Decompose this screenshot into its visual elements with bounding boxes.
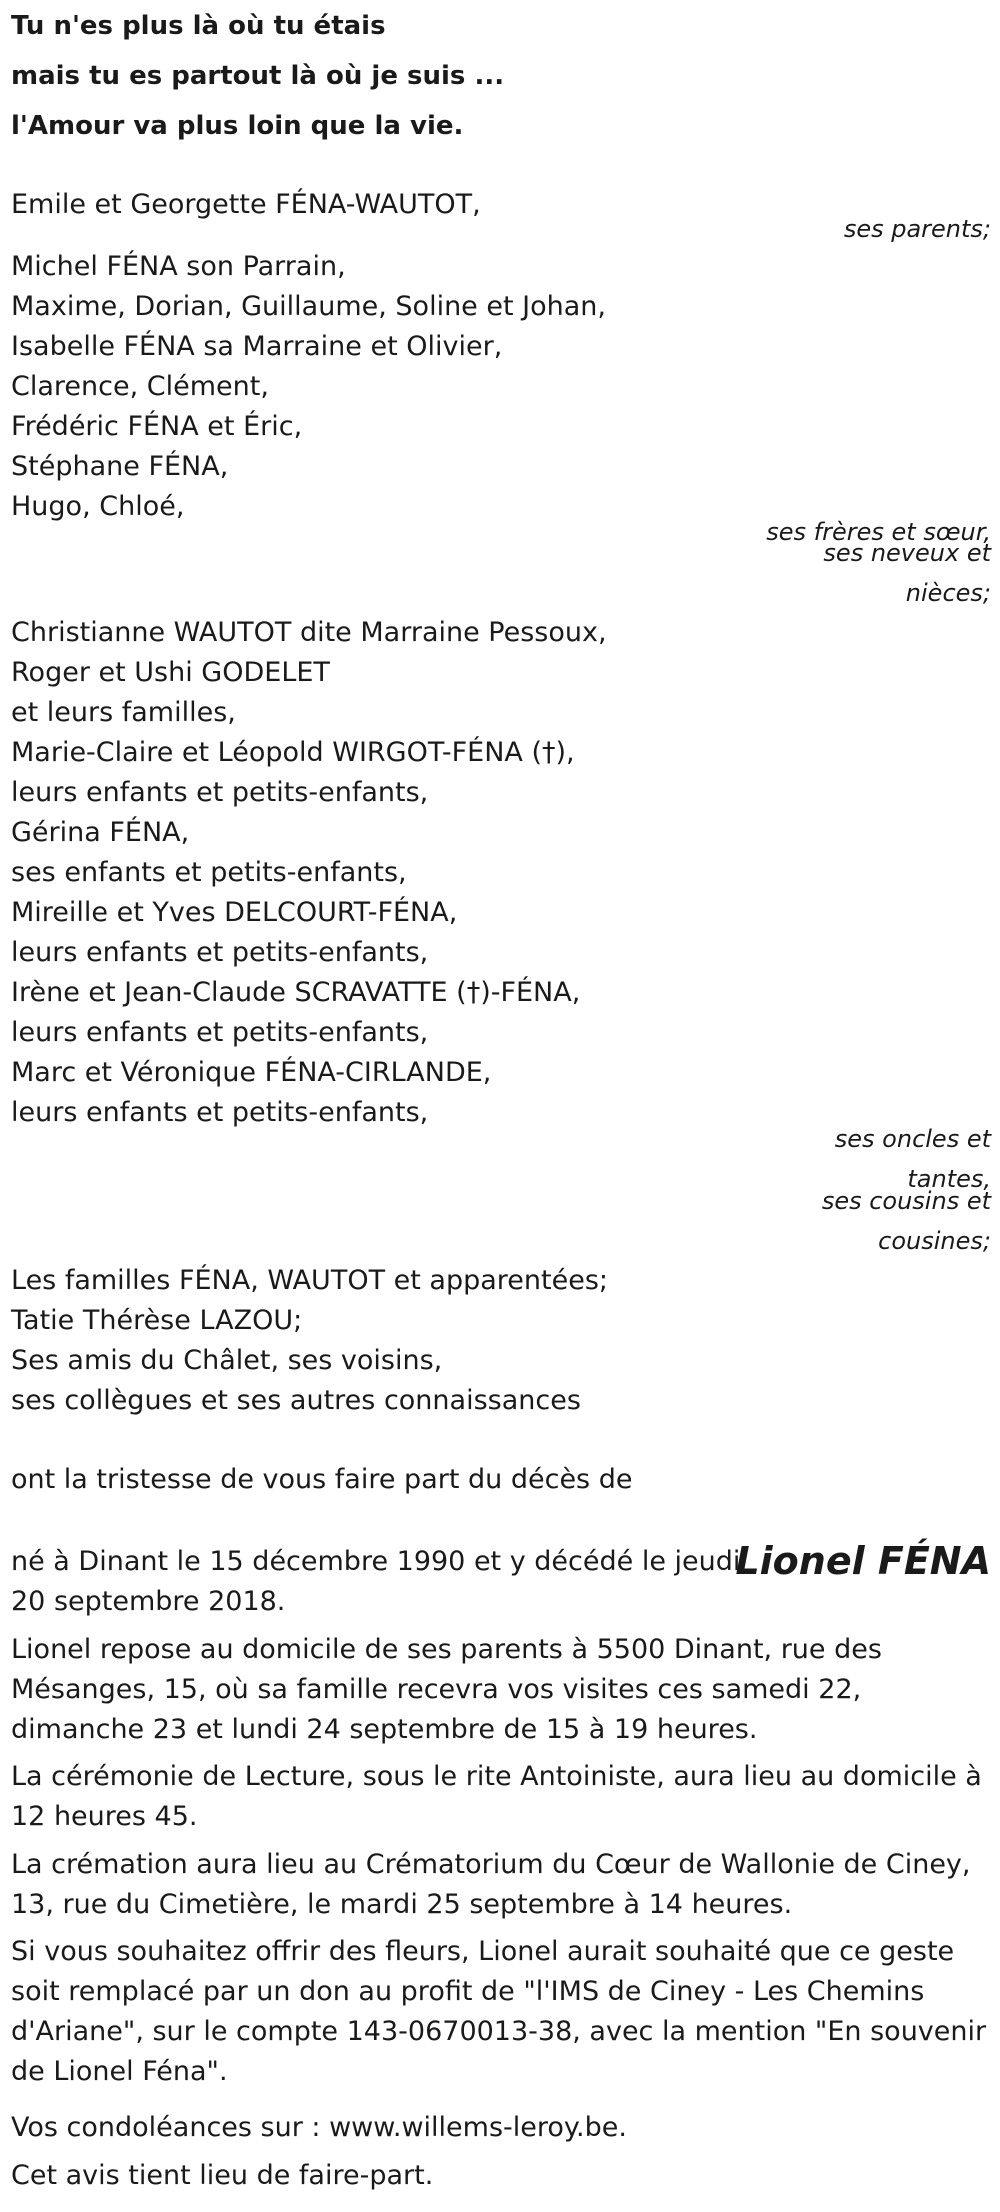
- paragraph: Si vous souhaitez offrir des fleurs, Lionel aurait souhaité que ce geste soit remplacé par un don au profit de "l'IMS de Ciney - Les Chemins d'Ariane", sur le compte 143-0670013-38, avec la mention "En souvenir de Lionel Féna".: [11, 1936, 987, 2087]
- family-line: et leurs familles,: [11, 697, 236, 728]
- paragraph: Lionel repose au domicile de ses parents à 5500 Dinant, rue des Mésanges, 15, où sa famille recevra vos visites ces samedi 22, dimanche 23 et lundi 24 septembre de 15 à 19 heures.: [11, 1634, 882, 1745]
- paragraph: Vos condoléances sur : www.willems-leroy.be.: [11, 2112, 627, 2143]
- family-line: Roger et Ushi GODELET: [11, 657, 330, 688]
- family-role: ses frères et sœur,: [766, 518, 991, 546]
- family-role: ses parents;: [843, 215, 991, 243]
- family-line: Stéphane FÉNA,: [11, 451, 229, 482]
- family-line: Michel FÉNA son Parrain,: [11, 251, 346, 282]
- family-line: Frédéric FÉNA et Éric,: [11, 411, 303, 442]
- family-line: Hugo, Chloé,: [11, 491, 185, 522]
- announcement: ont la tristesse de vous faire part du décès de: [11, 1464, 633, 1495]
- epigraph-line: l'Amour va plus loin que la vie.: [11, 111, 464, 141]
- family-role: ses cousins et: [821, 1187, 991, 1215]
- paragraph: La cérémonie de Lecture, sous le rite Antoiniste, aura lieu au domicile à 12 heures 45.: [11, 1761, 982, 1832]
- family-line: leurs enfants et petits-enfants,: [11, 937, 429, 968]
- family-line: Maxime, Dorian, Guillaume, Soline et Johan,: [11, 291, 606, 322]
- family-line: Emile et Georgette FÉNA-WAUTOT,: [11, 189, 481, 220]
- family-line: Marc et Véronique FÉNA-CIRLANDE,: [11, 1057, 492, 1088]
- family-line: Tatie Thérèse LAZOU;: [11, 1305, 303, 1336]
- family-line: ses enfants et petits-enfants,: [11, 857, 407, 888]
- family-line: Irène et Jean-Claude SCRAVATTE (†)-FÉNA,: [11, 977, 581, 1008]
- family-line: Clarence, Clément,: [11, 371, 269, 402]
- family-role: ses oncles et: [834, 1125, 991, 1153]
- family-line: ses collègues et ses autres connaissances: [11, 1385, 581, 1416]
- family-role: tantes,: [907, 1165, 991, 1193]
- epigraph-line: Tu n'es plus là où tu étais: [11, 11, 386, 41]
- family-role: cousines;: [878, 1227, 991, 1255]
- epigraph-line: mais tu es partout là où je suis ...: [11, 61, 505, 91]
- family-line: Isabelle FÉNA sa Marraine et Olivier,: [11, 331, 503, 362]
- paragraph: La crémation aura lieu au Crématorium du Cœur de Wallonie de Ciney, 13, rue du Cimetière, le mardi 25 septembre à 14 heures.: [11, 1849, 971, 1920]
- family-line: Marie-Claire et Léopold WIRGOT-FÉNA (†),: [11, 737, 575, 768]
- birth-line: né à Dinant le 15 décembre 1990 et y décédé le jeudi: [11, 1546, 741, 1577]
- family-line: leurs enfants et petits-enfants,: [11, 777, 429, 808]
- family-line: Christianne WAUTOT dite Marraine Pessoux,: [11, 617, 607, 648]
- family-line: Ses amis du Châlet, ses voisins,: [11, 1345, 443, 1376]
- birth-line: 20 septembre 2018.: [11, 1586, 286, 1617]
- deceased-name: Lionel FÉNA: [735, 1539, 991, 1583]
- paragraph: Cet avis tient lieu de faire-part.: [11, 2160, 434, 2191]
- family-line: Mireille et Yves DELCOURT-FÉNA,: [11, 897, 458, 928]
- family-line: Les familles FÉNA, WAUTOT et apparentées;: [11, 1265, 608, 1296]
- family-line: leurs enfants et petits-enfants,: [11, 1097, 429, 1128]
- family-role: nièces;: [905, 579, 991, 607]
- family-line: Gérina FÉNA,: [11, 817, 190, 848]
- family-role: ses neveux et: [823, 539, 991, 567]
- family-line: leurs enfants et petits-enfants,: [11, 1017, 429, 1048]
